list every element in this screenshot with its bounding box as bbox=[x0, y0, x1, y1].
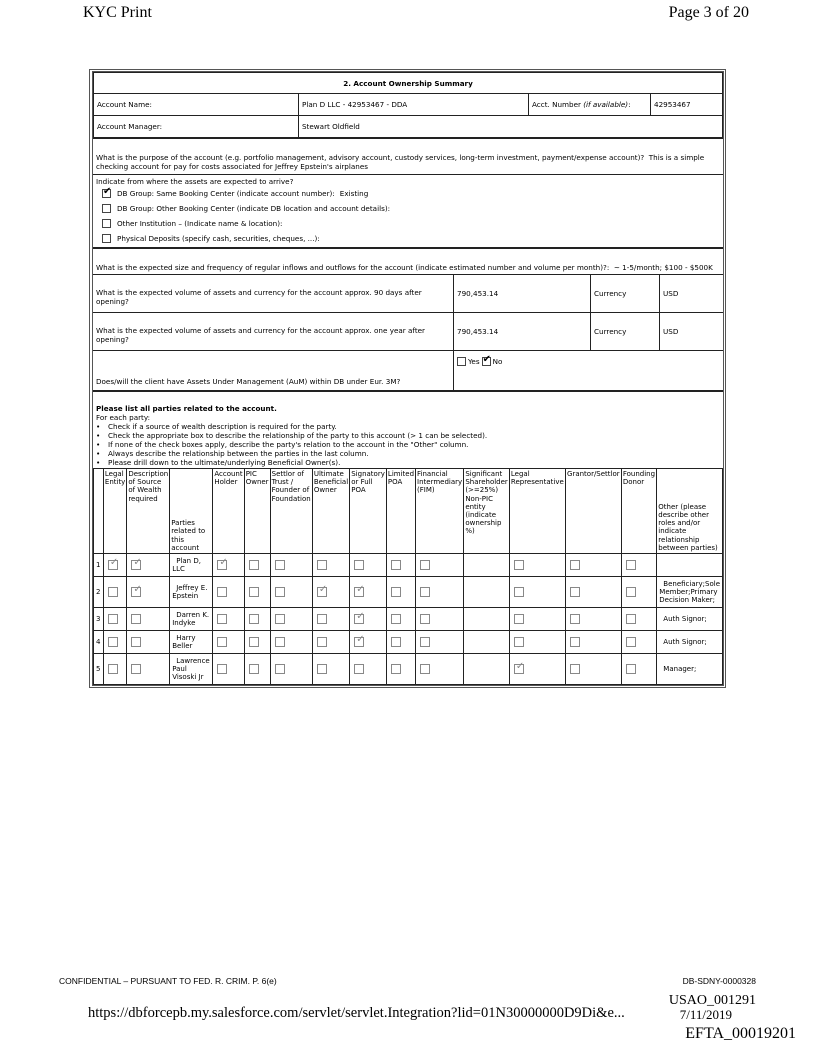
purpose-question: What is the purpose of the account (e.g. portfolio management, advisory account, custody services, long-term investment, payment/expense account)? bbox=[96, 153, 645, 162]
account-name-value: Plan D LLC - 42953467 - DDA bbox=[299, 94, 529, 116]
legal-entity-checkbox[interactable] bbox=[108, 614, 118, 624]
flows-block bbox=[93, 247, 723, 274]
legal-entity-cell bbox=[103, 654, 126, 685]
ubo-checkbox[interactable] bbox=[317, 664, 327, 674]
signatory-cell bbox=[350, 608, 387, 631]
parties-instructions bbox=[93, 391, 723, 468]
bullet-text: Check if a source of wealth description is required for the party. bbox=[108, 422, 337, 431]
volume-1y-value: 790,453.14 bbox=[454, 313, 591, 351]
fim-cell bbox=[416, 608, 464, 631]
legal-entity-checkbox[interactable] bbox=[108, 664, 118, 674]
founding-donor-checkbox[interactable] bbox=[626, 664, 636, 674]
bullet-icon: • bbox=[96, 422, 101, 431]
column-header: Significant Shareholder (>=25%) Non-PIC entity (indicate ownership %) bbox=[464, 469, 510, 554]
signatory-cell bbox=[350, 631, 387, 654]
founding-donor-cell bbox=[621, 577, 656, 608]
instruction-bullet bbox=[96, 449, 720, 458]
assets-origin-option bbox=[96, 186, 720, 201]
instruction-bullet bbox=[96, 431, 720, 440]
sow-required-checkbox[interactable] bbox=[131, 560, 141, 570]
party-row bbox=[94, 608, 723, 631]
page-number: Page 3 of 20 bbox=[668, 4, 749, 21]
account-holder-cell bbox=[213, 554, 244, 577]
signatory-checkbox[interactable] bbox=[354, 614, 364, 624]
grantor-checkbox[interactable] bbox=[570, 587, 580, 597]
column-header: Legal Entity bbox=[103, 469, 126, 554]
legal-entity-cell bbox=[103, 631, 126, 654]
pic-owner-checkbox[interactable] bbox=[249, 664, 259, 674]
grantor-cell bbox=[566, 631, 622, 654]
assets-origin-option bbox=[96, 216, 720, 231]
parties-heading: Please list all parties related to the account. bbox=[96, 404, 277, 413]
settlor-founder-checkbox[interactable] bbox=[275, 614, 285, 624]
row-number: 5 bbox=[94, 654, 104, 685]
pic-owner-cell bbox=[244, 554, 270, 577]
aum-answer bbox=[454, 351, 724, 391]
fim-cell bbox=[416, 577, 464, 608]
acct-number-label-suffix: : bbox=[628, 100, 631, 109]
limited-poa-cell bbox=[386, 554, 415, 577]
account-holder-cell bbox=[213, 608, 244, 631]
acct-number-value: 42953467 bbox=[651, 94, 723, 116]
assets-origin-checkbox[interactable] bbox=[102, 204, 111, 213]
pic-owner-cell bbox=[244, 654, 270, 685]
account-name-label: Account Name: bbox=[94, 94, 299, 116]
parties-table bbox=[93, 468, 723, 685]
pic-owner-checkbox[interactable] bbox=[249, 637, 259, 647]
instruction-bullet bbox=[96, 422, 720, 431]
efta-stamp: EFTA_00019201 bbox=[685, 1025, 796, 1042]
signatory-cell bbox=[350, 554, 387, 577]
legal-rep-cell bbox=[509, 554, 565, 577]
legal-entity-cell bbox=[103, 577, 126, 608]
settlor-founder-checkbox[interactable] bbox=[275, 560, 285, 570]
pic-owner-cell bbox=[244, 608, 270, 631]
bullet-text: Please drill down to the ultimate/underlying Beneficial Owner(s). bbox=[108, 458, 341, 467]
ubo-checkbox[interactable] bbox=[317, 587, 327, 597]
source-url: https://dbforcepb.my.salesforce.com/servlet/servlet.Integration?lid=01N30000000D9Di&e... bbox=[88, 1005, 625, 1021]
ubo-checkbox[interactable] bbox=[317, 560, 327, 570]
assets-origin-checkbox[interactable] bbox=[102, 234, 111, 243]
account-holder-cell bbox=[213, 631, 244, 654]
significant-shareholder bbox=[464, 554, 510, 577]
bullet-text: Always describe the relationship between the parties in the last column. bbox=[108, 449, 369, 458]
founding-donor-checkbox[interactable] bbox=[626, 560, 636, 570]
grantor-checkbox[interactable] bbox=[570, 664, 580, 674]
fim-cell bbox=[416, 631, 464, 654]
usao-stamp: USAO_001291 bbox=[668, 993, 756, 1008]
limited-poa-checkbox[interactable] bbox=[391, 664, 401, 674]
limited-poa-cell bbox=[386, 577, 415, 608]
signatory-checkbox[interactable] bbox=[354, 637, 364, 647]
legal-rep-cell bbox=[509, 608, 565, 631]
settlor-founder-cell bbox=[270, 608, 312, 631]
party-name: Darren K. Indyke bbox=[170, 608, 213, 631]
fim-checkbox[interactable] bbox=[420, 664, 430, 674]
sow-required-checkbox[interactable] bbox=[131, 614, 141, 624]
sow-required-cell bbox=[127, 577, 170, 608]
assets-origin-label: DB Group: Other Booking Center (indicate DB location and account details): bbox=[117, 204, 391, 213]
row-number: 1 bbox=[94, 554, 104, 577]
significant-shareholder bbox=[464, 577, 510, 608]
fim-cell bbox=[416, 654, 464, 685]
row-number: 3 bbox=[94, 608, 104, 631]
volume-90-currency: USD bbox=[660, 275, 724, 313]
column-header bbox=[94, 469, 104, 554]
column-header: Parties related to this account bbox=[170, 469, 213, 554]
confidential-notice: CONFIDENTIAL – PURSUANT TO FED. R. CRIM. P. 6(e) bbox=[59, 976, 277, 986]
legal-entity-checkbox[interactable] bbox=[108, 560, 118, 570]
assets-origin-value: Existing bbox=[339, 189, 369, 198]
instruction-bullet bbox=[96, 440, 720, 449]
limited-poa-checkbox[interactable] bbox=[391, 637, 401, 647]
account-manager-label: Account Manager: bbox=[94, 116, 299, 138]
grantor-checkbox[interactable] bbox=[570, 637, 580, 647]
fim-cell bbox=[416, 554, 464, 577]
sow-required-cell bbox=[127, 631, 170, 654]
legal-entity-cell bbox=[103, 608, 126, 631]
aum-yes-label: Yes bbox=[468, 357, 480, 366]
legal-rep-checkbox[interactable] bbox=[514, 560, 524, 570]
legal-rep-checkbox[interactable] bbox=[514, 614, 524, 624]
volume-1y-currency: USD bbox=[660, 313, 724, 351]
significant-shareholder bbox=[464, 608, 510, 631]
volume-90-value: 790,453.14 bbox=[454, 275, 591, 313]
bullet-icon: • bbox=[96, 458, 101, 467]
account-holder-checkbox[interactable] bbox=[217, 637, 227, 647]
party-row bbox=[94, 654, 723, 685]
ubo-checkbox[interactable] bbox=[317, 637, 327, 647]
volume-table bbox=[93, 274, 723, 391]
settlor-founder-checkbox[interactable] bbox=[275, 637, 285, 647]
founding-donor-checkbox[interactable] bbox=[626, 614, 636, 624]
fim-checkbox[interactable] bbox=[420, 560, 430, 570]
bullet-text: If none of the check boxes apply, describe the party's relation to the account in the "Other" column. bbox=[108, 440, 469, 449]
column-header: Grantor/Settlor bbox=[566, 469, 622, 554]
assets-origin-option bbox=[96, 201, 720, 216]
bates-number: DB-SDNY-0000328 bbox=[682, 976, 756, 986]
signatory-checkbox[interactable] bbox=[354, 587, 364, 597]
other: Auth Signor; bbox=[657, 608, 723, 631]
assets-origin-question: Indicate from where the assets are expected to arrive? bbox=[96, 177, 294, 186]
party-name: Lawrence Paul Visoski Jr bbox=[170, 654, 213, 685]
volume-90-currency-label: Currency bbox=[591, 275, 660, 313]
aum-no-label: No bbox=[492, 357, 503, 366]
bullet-icon: • bbox=[96, 431, 101, 440]
aum-question: Does/will the client have Assets Under Management (AuM) within DB under Eur. 3M? bbox=[93, 351, 454, 391]
sow-required-checkbox[interactable] bbox=[131, 637, 141, 647]
column-header: Signatory or Full POA bbox=[350, 469, 387, 554]
legal-rep-cell bbox=[509, 654, 565, 685]
ubo-cell bbox=[312, 654, 349, 685]
signatory-checkbox[interactable] bbox=[354, 664, 364, 674]
column-header: Account Holder bbox=[213, 469, 244, 554]
bullet-text: Check the appropriate box to describe the relationship of the party to this account (> 1 can be selected). bbox=[108, 431, 488, 440]
column-header: Ultimate Beneficial Owner bbox=[312, 469, 349, 554]
assets-origin-option bbox=[96, 231, 720, 246]
settlor-founder-cell bbox=[270, 577, 312, 608]
print-header-title: KYC Print bbox=[83, 4, 152, 21]
significant-shareholder bbox=[464, 654, 510, 685]
party-name: Harry Beller bbox=[170, 631, 213, 654]
section-title: 2. Account Ownership Summary bbox=[94, 73, 723, 94]
legal-rep-checkbox[interactable] bbox=[514, 664, 524, 674]
ubo-cell bbox=[312, 554, 349, 577]
flows-answer: ~ 1-5/month; $100 - $500K bbox=[613, 263, 713, 272]
limited-poa-cell bbox=[386, 654, 415, 685]
party-name: Plan D, LLC bbox=[170, 554, 213, 577]
sow-required-cell bbox=[127, 654, 170, 685]
ubo-checkbox[interactable] bbox=[317, 614, 327, 624]
row-number: 2 bbox=[94, 577, 104, 608]
signatory-cell bbox=[350, 577, 387, 608]
acct-number-label-qualifier: (if available) bbox=[583, 100, 629, 109]
parties-intro: For each party: bbox=[96, 413, 151, 422]
column-header: Founding Donor bbox=[621, 469, 656, 554]
row-number: 4 bbox=[94, 631, 104, 654]
account-ownership-summary-form bbox=[89, 69, 726, 688]
other: Beneficiary;Sole Member;Primary Decision Maker; bbox=[657, 577, 723, 608]
fim-checkbox[interactable] bbox=[420, 637, 430, 647]
other: Auth Signor; bbox=[657, 631, 723, 654]
founding-donor-cell bbox=[621, 631, 656, 654]
settlor-founder-cell bbox=[270, 554, 312, 577]
grantor-cell bbox=[566, 554, 622, 577]
founding-donor-cell bbox=[621, 608, 656, 631]
column-header: PIC Owner bbox=[244, 469, 270, 554]
volume-90-question: What is the expected volume of assets and currency for the account approx. 90 days after opening? bbox=[93, 275, 454, 313]
account-manager-value: Stewart Oldfield bbox=[299, 116, 723, 138]
account-info-table bbox=[93, 72, 723, 138]
settlor-founder-checkbox[interactable] bbox=[275, 587, 285, 597]
purpose-answer: This is a simple checking account for pay for costs associated for Jeffrey Epstein's airplanes bbox=[96, 153, 705, 171]
fim-checkbox[interactable] bbox=[420, 614, 430, 624]
settlor-founder-cell bbox=[270, 631, 312, 654]
legal-entity-checkbox[interactable] bbox=[108, 637, 118, 647]
column-header: Description of Source of Wealth required bbox=[127, 469, 170, 554]
pic-owner-checkbox[interactable] bbox=[249, 614, 259, 624]
founding-donor-cell bbox=[621, 554, 656, 577]
assets-origin-label: Other Institution – (Indicate name & location): bbox=[117, 219, 283, 228]
settlor-founder-checkbox[interactable] bbox=[275, 664, 285, 674]
party-row bbox=[94, 631, 723, 654]
column-header: Legal Representative bbox=[509, 469, 565, 554]
legal-rep-checkbox[interactable] bbox=[514, 637, 524, 647]
volume-1y-currency-label: Currency bbox=[591, 313, 660, 351]
signatory-cell bbox=[350, 654, 387, 685]
pic-owner-checkbox[interactable] bbox=[249, 560, 259, 570]
legal-entity-cell bbox=[103, 554, 126, 577]
account-holder-checkbox[interactable] bbox=[217, 587, 227, 597]
limited-poa-checkbox[interactable] bbox=[391, 614, 401, 624]
founding-donor-checkbox[interactable] bbox=[626, 587, 636, 597]
legal-rep-cell bbox=[509, 577, 565, 608]
purpose-block bbox=[93, 138, 723, 174]
aum-no-checkbox[interactable] bbox=[482, 357, 491, 366]
column-header: Limited POA bbox=[386, 469, 415, 554]
significant-shareholder bbox=[464, 631, 510, 654]
signatory-checkbox[interactable] bbox=[354, 560, 364, 570]
grantor-cell bbox=[566, 654, 622, 685]
settlor-founder-cell bbox=[270, 654, 312, 685]
bullet-icon: • bbox=[96, 440, 101, 449]
print-date: 7/11/2019 bbox=[679, 1007, 732, 1022]
acct-number-label-text: Acct. Number bbox=[532, 100, 584, 109]
ubo-cell bbox=[312, 577, 349, 608]
legal-rep-cell bbox=[509, 631, 565, 654]
assets-origin-label: Physical Deposits (specify cash, securities, cheques, ...): bbox=[117, 234, 320, 243]
founding-donor-cell bbox=[621, 654, 656, 685]
grantor-checkbox[interactable] bbox=[570, 560, 580, 570]
column-header: Other (please describe other roles and/or indicate relationship between parties) bbox=[657, 469, 723, 554]
other bbox=[657, 554, 723, 577]
aum-yes-checkbox[interactable] bbox=[457, 357, 466, 366]
grantor-checkbox[interactable] bbox=[570, 614, 580, 624]
assets-origin-label: DB Group: Same Booking Center (indicate account number): bbox=[117, 189, 335, 198]
volume-1y-question: What is the expected volume of assets and currency for the account approx. one year after opening? bbox=[93, 313, 454, 351]
grantor-cell bbox=[566, 577, 622, 608]
limited-poa-cell bbox=[386, 608, 415, 631]
acct-number-label bbox=[529, 94, 651, 116]
sow-required-checkbox[interactable] bbox=[131, 587, 141, 597]
assets-origin-checkbox[interactable] bbox=[102, 189, 111, 198]
sow-required-cell bbox=[127, 554, 170, 577]
account-holder-cell bbox=[213, 577, 244, 608]
pic-owner-cell bbox=[244, 631, 270, 654]
party-row bbox=[94, 554, 723, 577]
party-row bbox=[94, 577, 723, 608]
assets-origin-checkbox[interactable] bbox=[102, 219, 111, 228]
pic-owner-checkbox[interactable] bbox=[249, 587, 259, 597]
legal-entity-checkbox[interactable] bbox=[108, 587, 118, 597]
pic-owner-cell bbox=[244, 577, 270, 608]
column-header: Settlor of Trust / Founder of Foundation bbox=[270, 469, 312, 554]
bullet-icon: • bbox=[96, 449, 101, 458]
other: Manager; bbox=[657, 654, 723, 685]
limited-poa-checkbox[interactable] bbox=[391, 560, 401, 570]
column-header: Financial Intermediary (FIM) bbox=[416, 469, 464, 554]
assets-origin-block bbox=[93, 174, 723, 247]
limited-poa-cell bbox=[386, 631, 415, 654]
instruction-bullet bbox=[96, 458, 720, 467]
limited-poa-checkbox[interactable] bbox=[391, 587, 401, 597]
account-holder-checkbox[interactable] bbox=[217, 560, 227, 570]
legal-rep-checkbox[interactable] bbox=[514, 587, 524, 597]
account-holder-checkbox[interactable] bbox=[217, 664, 227, 674]
fim-checkbox[interactable] bbox=[420, 587, 430, 597]
account-holder-cell bbox=[213, 654, 244, 685]
ubo-cell bbox=[312, 608, 349, 631]
founding-donor-checkbox[interactable] bbox=[626, 637, 636, 647]
flows-question: What is the expected size and frequency of regular inflows and outflows for the account (indicate estimated number and volume per month)?: bbox=[96, 263, 610, 272]
sow-required-checkbox[interactable] bbox=[131, 664, 141, 674]
account-holder-checkbox[interactable] bbox=[217, 614, 227, 624]
sow-required-cell bbox=[127, 608, 170, 631]
grantor-cell bbox=[566, 608, 622, 631]
party-name: Jeffrey E. Epstein bbox=[170, 577, 213, 608]
ubo-cell bbox=[312, 631, 349, 654]
